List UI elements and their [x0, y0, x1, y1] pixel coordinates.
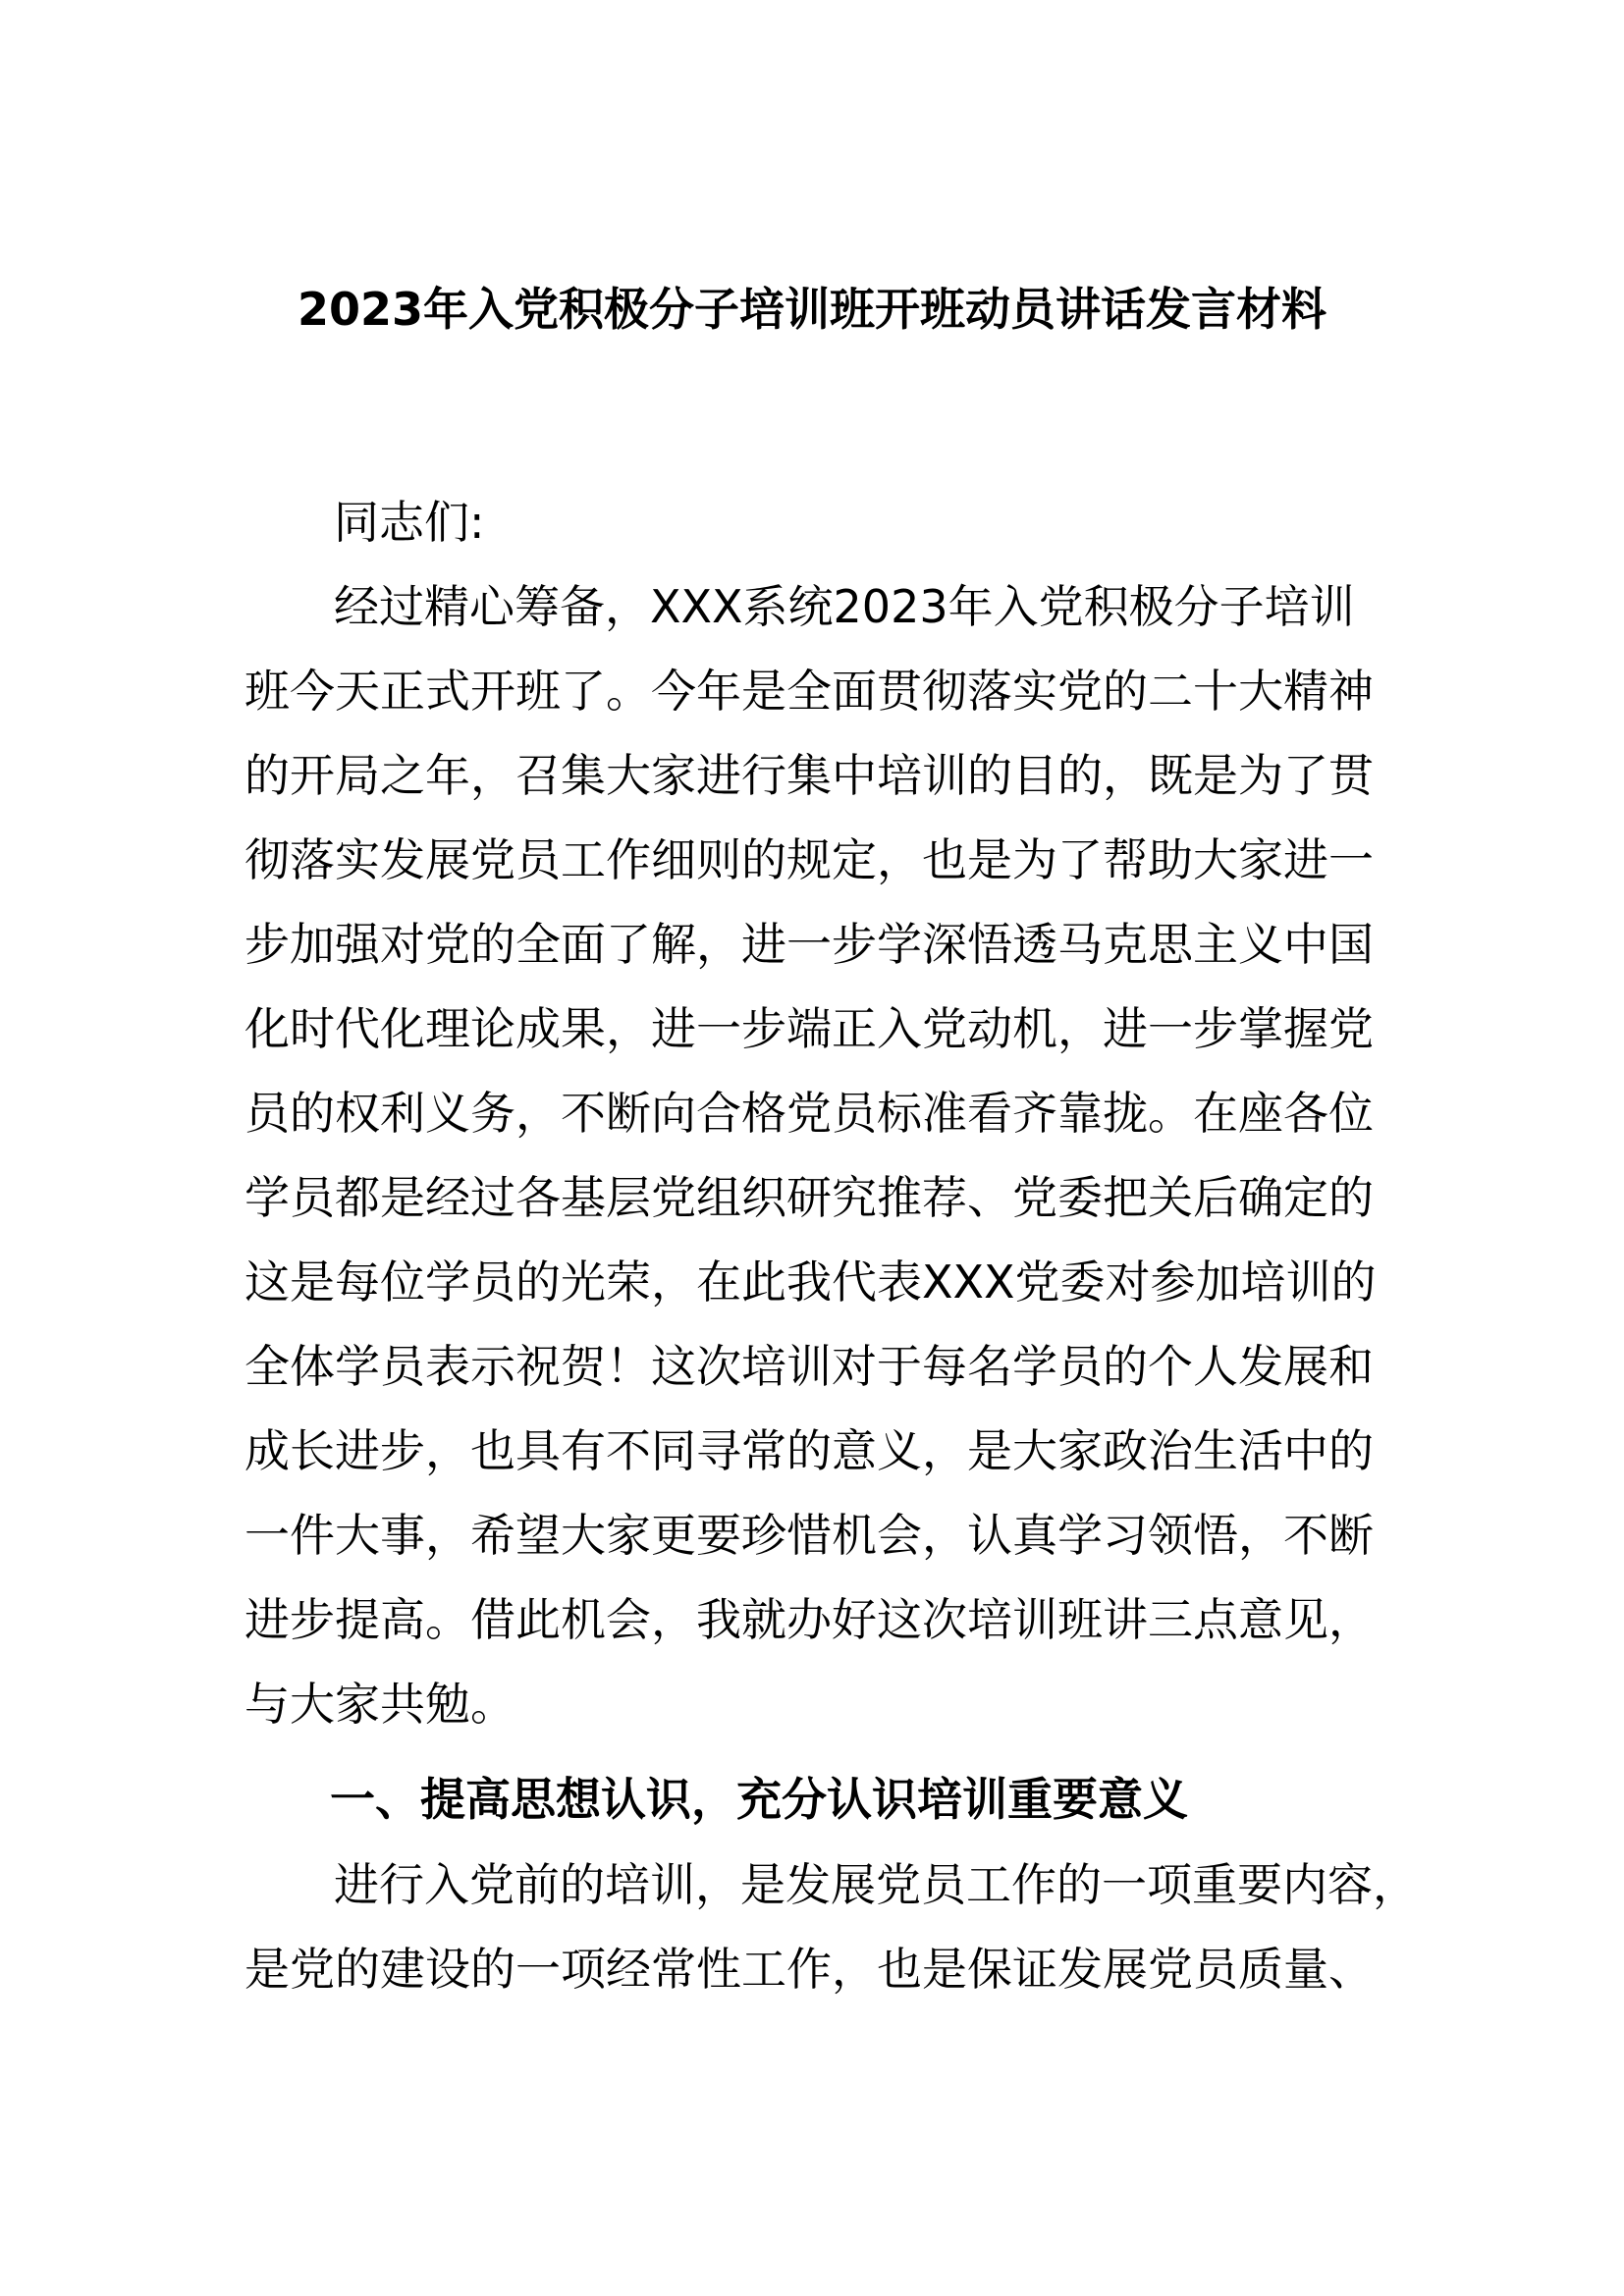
text-line: 这是每位学员的光荣，在此我代表XXX党委对参加培训的 — [244, 1255, 1377, 1308]
text-line: 的开局之年，召集大家进行集中培训的目的，既是为了贯 — [244, 749, 1374, 802]
text-line: 经过精心筹备，XXX系统2023年入党积极分子培训 — [334, 580, 1355, 633]
text-line: 学员都是经过各基层党组织研究推荐、党委把关后确定的 — [244, 1171, 1374, 1224]
text-line: 进步提高。借此机会，我就办好这次培训班讲三点意见， — [244, 1593, 1374, 1646]
text-line: 进行入党前的培训，是发展党员工作的一项重要内容， — [334, 1858, 1418, 1911]
text-line: 化时代化理论成果，进一步端正入党动机，进一步掌握党 — [244, 1002, 1374, 1055]
text-line: 彻落实发展党员工作细则的规定，也是为了帮助大家进一 — [244, 833, 1374, 886]
text-line: 是党的建设的一项经常性工作，也是保证发展党员质量、 — [244, 1943, 1374, 1996]
text-line: 班今天正式开班了。今年是全面贯彻落实党的二十大精神 — [244, 665, 1374, 718]
salutation: 同志们: — [334, 496, 485, 549]
text-line: 步加强对党的全面了解，进一步学深悟透马克思主义中国 — [244, 918, 1374, 971]
text-line: 与大家共勉。 — [244, 1678, 515, 1731]
section-heading-1: 一、提高思想认识，充分认识培训重要意义 — [330, 1773, 1188, 1826]
text-line: 全体学员表示祝贺！这次培训对于每名学员的个人发展和 — [244, 1340, 1374, 1393]
text-line: 成长进步，也具有不同寻常的意义，是大家政治生活中的 — [244, 1424, 1374, 1477]
text-line: 一件大事，希望大家更要珍惜机会，认真学习领悟，不断 — [244, 1509, 1374, 1562]
text-line: 员的权利义务，不断向合格党员标准看齐靠拢。在座各位 — [244, 1087, 1374, 1140]
document-title: 2023年入党积极分子培训班开班动员讲话发言材料 — [297, 283, 1327, 336]
